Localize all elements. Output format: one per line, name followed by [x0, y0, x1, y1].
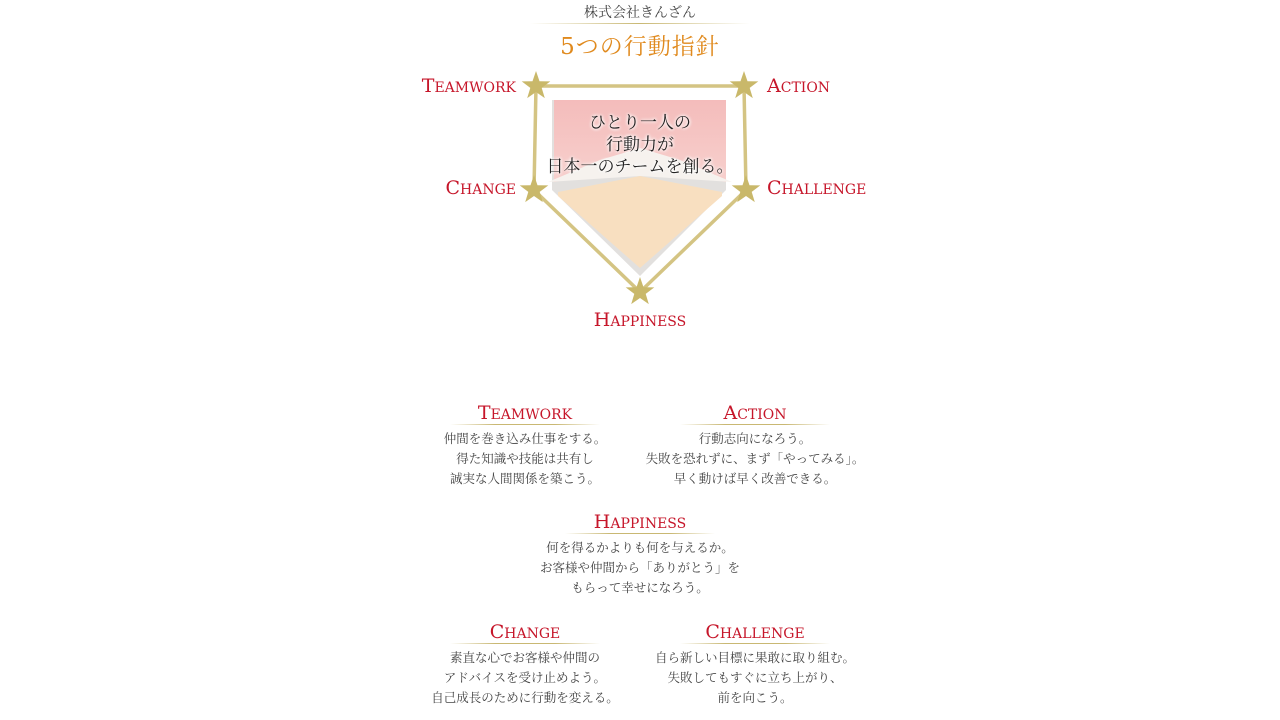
principle-description: 素直な心でお客様や仲間の アドバイスを受け止めよう。 自己成長のために行動を変える。	[431, 650, 619, 705]
principle-heading: ACTION	[723, 402, 787, 424]
principle-teamwork	[410, 404, 640, 489]
slogan-line: ひとり一人の	[589, 113, 691, 133]
slogan-line: 日本一のチームを創る。	[546, 157, 734, 177]
heading-rule	[450, 424, 600, 425]
principle-heading: TEAMWORK	[477, 402, 573, 424]
principle-challenge	[635, 623, 875, 708]
principle-description: 自ら新しい目標に果敢に取り組む。 失敗してもすぐに立ち上がり、 前を向こう。	[654, 650, 855, 705]
slogan	[520, 112, 760, 178]
principle-happiness	[520, 513, 760, 598]
node-label-challenge: CHALLENGE	[767, 177, 867, 199]
company-name: 株式会社きんざん	[584, 5, 696, 21]
heading-rule	[450, 643, 600, 644]
node-label-teamwork: TEAMWORK	[421, 75, 516, 97]
heading-rule	[680, 643, 830, 644]
heading-rule	[565, 533, 715, 534]
principle-description: 仲間を巻き込み仕事をする。 得た知識や技能は共有し 誠実な人間関係を築こう。	[443, 431, 607, 486]
principle-heading: CHANGE	[489, 621, 561, 643]
diagram-peach-area	[558, 176, 722, 268]
principle-action	[635, 404, 875, 489]
heading-rule	[680, 424, 830, 425]
node-label-change: CHANGE	[445, 177, 516, 199]
principle-heading: CHALLENGE	[705, 621, 805, 643]
node-label-happiness: HAPPINESS	[593, 309, 687, 331]
slogan-line: 行動力が	[606, 135, 674, 155]
page-title: 5つの行動指針	[560, 34, 720, 60]
principle-description: 行動志向になろう。 失敗を恐れずに、まず「やってみる」。 早く動けば早く改善できる。	[645, 431, 865, 486]
principle-heading: HAPPINESS	[593, 511, 687, 533]
principle-change	[405, 623, 645, 708]
principle-description: 何を得るかよりも何を与えるか。 お客様や仲間から「ありがとう」を もらって幸せになろう。	[539, 540, 740, 595]
node-label-action: ACTION	[767, 75, 831, 97]
